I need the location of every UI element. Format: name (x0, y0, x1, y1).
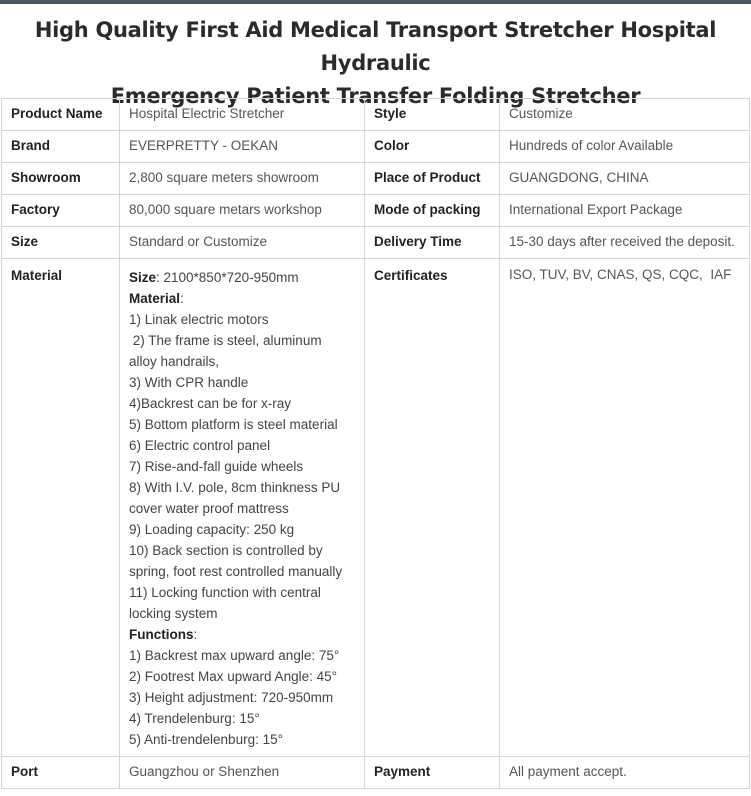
material-item: 5) Bottom platform is steel material (129, 417, 338, 432)
material-item: 10) Back section is controlled by (129, 543, 323, 558)
functions-key: Functions (129, 627, 194, 642)
spec-value: International Export Package (500, 195, 750, 227)
top-bar (0, 0, 751, 4)
material-details (120, 259, 365, 757)
function-item: 3) Height adjustment: 720-950mm (129, 690, 334, 705)
material-item: 6) Electric control panel (129, 438, 271, 453)
spec-label: Mode of packing (365, 195, 500, 227)
spec-value: Customize (500, 99, 750, 131)
table-row (2, 195, 750, 227)
material-item: 4)Backrest can be for x-ray (129, 396, 292, 411)
table-row (2, 757, 750, 789)
material-item: 3) With CPR handle (129, 375, 249, 390)
title-line-2: Emergency Patient Transfer Folding Stretcher (110, 84, 641, 108)
spec-value: Hospital Electric Stretcher (120, 99, 365, 131)
table-row (2, 99, 750, 131)
table-row (2, 131, 750, 163)
material-item: 7) Rise-and-fall guide wheels (129, 459, 304, 474)
spec-label: Size (2, 227, 120, 259)
functions-heading (129, 624, 355, 645)
function-item: 5) Anti-trendelenburg: 15° (129, 732, 283, 747)
spec-label: Place of Product (365, 163, 500, 195)
material-item: alloy handrails, (129, 354, 220, 369)
spec-label: Delivery Time (365, 227, 500, 259)
size-key: Size (129, 270, 157, 285)
spec-value: Standard or Customize (120, 227, 365, 259)
material-item: cover water proof mattress (129, 501, 289, 516)
function-item: 1) Backrest max upward angle: 75° (129, 648, 340, 663)
functions-colon: : (193, 627, 198, 642)
title-line-1: High Quality First Aid Medical Transport Stretcher Hospital Hydraulic (34, 18, 717, 75)
spec-value: 2,800 square meters showroom (120, 163, 365, 195)
spec-label: Port (2, 757, 120, 789)
spec-label: Style (365, 99, 500, 131)
spec-value: GUANGDONG, CHINA (500, 163, 750, 195)
spec-value: 80,000 square metars workshop (120, 195, 365, 227)
function-item: 2) Footrest Max upward Angle: 45° (129, 669, 338, 684)
material-item: spring, foot rest controlled manually (129, 564, 343, 579)
material-item: 11) Locking function with central (129, 585, 321, 600)
material-colon: : (180, 291, 184, 306)
material-item: 1) Linak electric motors (129, 312, 269, 327)
spec-label: Product Name (2, 99, 120, 131)
spec-label: Factory (2, 195, 120, 227)
spec-value: Hundreds of color Available (500, 131, 750, 163)
spec-value: EVERPRETTY - OEKAN (120, 131, 365, 163)
function-item: 4) Trendelenburg: 15° (129, 711, 260, 726)
size-value: : 2100*850*720-950mm (156, 270, 299, 285)
table-row (2, 163, 750, 195)
material-item: locking system (129, 606, 218, 621)
spec-label: Color (365, 131, 500, 163)
material-heading (129, 288, 355, 309)
spec-label: Showroom (2, 163, 120, 195)
table-row-material (2, 259, 750, 757)
material-item: 9) Loading capacity: 250 kg (129, 522, 295, 537)
material-item: 8) With I.V. pole, 8cm thinkness PU (129, 480, 341, 495)
spec-label: Certificates (365, 259, 500, 757)
spec-label: Brand (2, 131, 120, 163)
spec-label: Payment (365, 757, 500, 789)
material-item: 2) The frame is steel, aluminum (129, 333, 322, 348)
certificates-value: ISO, TUV, BV, CNAS, QS, CQC, IAF (500, 259, 750, 757)
spec-value: Guangzhou or Shenzhen (120, 757, 365, 789)
table-row (2, 227, 750, 259)
spec-table (1, 98, 750, 789)
material-key: Material (129, 291, 181, 306)
spec-label: Material (2, 259, 120, 757)
spec-value: 15-30 days after received the deposit. (500, 227, 750, 259)
spec-value: All payment accept. (500, 757, 750, 789)
size-line (129, 267, 355, 288)
